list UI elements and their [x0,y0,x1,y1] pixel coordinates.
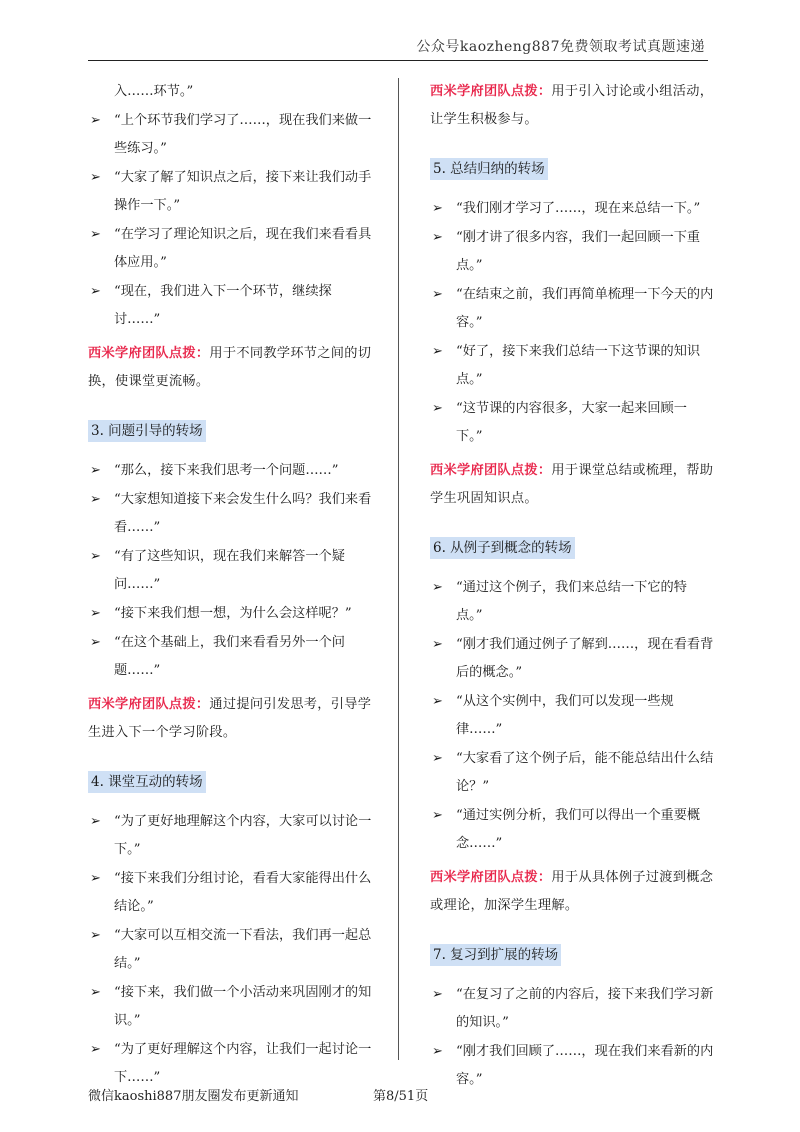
section-heading-5: 5. 总结归纳的转场 [430,158,548,180]
arrow-bullet-icon: ➢ [90,284,101,299]
tip-label: 西米学府团队点拨： [430,870,552,885]
list-item-line: “接下来我们想一想，为什么会这样呢？” [114,606,352,621]
list-item-line: “刚才我们通过例子了解到……，现在看看背 [456,637,714,652]
list-item-line: “有了这些知识，现在我们来解答一个疑 [114,549,345,564]
list-item [88,164,384,220]
arrow-bullet-icon: ➢ [432,987,443,1002]
list-item-line: 下……” [114,1070,161,1085]
list-item-line: “接下来，我们做一个小活动来巩固刚才的知 [114,985,372,1000]
tip-text: 用于从具体例子过渡到概念或理论，加深学生理解。 [430,870,714,913]
list-item-line: “大家了解了知识点之后，接下来让我们动手 [114,170,372,185]
arrow-bullet-icon: ➢ [90,113,101,128]
arrow-bullet-icon: ➢ [432,401,443,416]
arrow-bullet-icon: ➢ [432,808,443,823]
list-item [430,631,720,687]
list-item-line: 容。” [456,315,483,330]
list-item [88,629,384,685]
list-item-line: “好了，接下来我们总结一下这节课的知识 [456,344,701,359]
right-column [430,78,720,1095]
list-item [430,281,720,337]
tip-text: 用于不同教学环节之间的切换，使课堂更流畅。 [88,346,372,389]
list-item-line: “现在，我们进入下一个环节，继续探 [114,284,332,299]
list-item-line: “接下来我们分组讨论，看看大家能得出什么 [114,871,372,886]
list-item [88,922,384,978]
list-item-line: 律……” [456,722,503,737]
list-item [430,195,720,223]
list-item-line: 些练习。” [114,141,167,156]
arrow-bullet-icon: ➢ [432,230,443,245]
arrow-bullet-icon: ➢ [90,871,101,886]
list-item-line: “从这个实例中，我们可以发现一些规 [456,694,674,709]
section-heading-4: 4. 课堂互动的转场 [88,771,206,793]
list-item [88,808,384,864]
list-item [430,745,720,801]
list-item-line: “大家可以互相交流一下看法，我们再一起总 [114,928,372,943]
list-item-line: 讨……” [114,312,161,327]
list-item [88,865,384,921]
arrow-bullet-icon: ➢ [90,227,101,242]
list-item [430,1038,720,1094]
list-item-line: “我们刚才学习了……，现在来总结一下。” [456,201,701,216]
column-divider [398,78,399,1060]
arrow-bullet-icon: ➢ [432,751,443,766]
list-item-line: “那么，接下来我们思考一个问题……” [114,463,339,478]
arrow-bullet-icon: ➢ [90,635,101,650]
section2-list [88,107,384,334]
header-rule [88,60,708,61]
list-item-line: 结论。” [114,899,154,914]
list-item-continuation: 入……环节。” [114,84,194,99]
section-heading-7: 7. 复习到扩展的转场 [430,944,561,966]
list-item [430,981,720,1037]
arrow-bullet-icon: ➢ [90,928,101,943]
section-heading-6: 6. 从例子到概念的转场 [430,537,575,559]
section-heading-3: 3. 问题引导的转场 [88,420,206,442]
list-item-line: 操作一下。” [114,198,181,213]
arrow-bullet-icon: ➢ [90,463,101,478]
list-item-line: 点。” [456,608,483,623]
arrow-bullet-icon: ➢ [90,170,101,185]
list-item-line: 题……” [114,663,161,678]
list-item-line: “大家看了这个例子后，能不能总结出什么结 [456,751,714,766]
list-item-line: “在学习了理论知识之后，现在我们来看看具 [114,227,372,242]
arrow-bullet-icon: ➢ [432,694,443,709]
list-item-line: “通过实例分析，我们可以得出一个重要概 [456,808,701,823]
list-item [88,600,384,628]
arrow-bullet-icon: ➢ [90,492,101,507]
left-column [88,78,384,1093]
list-item-line: 结。” [114,956,141,971]
list-item-line: 的知识。” [456,1015,509,1030]
list-item [88,486,384,542]
tip-note [88,691,384,747]
tip-label: 西米学府团队点拨： [88,697,210,712]
tip-note [430,78,720,134]
tip-label: 西米学府团队点拨： [430,84,552,99]
list-item-line: “通过这个例子，我们来总结一下它的特 [456,580,687,595]
list-item-line: “为了更好地理解这个内容，大家可以讨论一 [114,814,372,829]
tip-label: 西米学府团队点拨： [88,346,210,361]
list-item [430,802,720,858]
arrow-bullet-icon: ➢ [432,1044,443,1059]
arrow-bullet-icon: ➢ [432,580,443,595]
list-item [430,338,720,394]
list-item-line: “上个环节我们学习了……，现在我们来做一 [114,113,372,128]
list-item-line: “在复习了之前的内容后，接下来我们学习新 [456,987,714,1002]
tip-note [88,340,384,396]
list-item-line: 下。” [456,429,483,444]
list-item-line: 体应用。” [114,255,167,270]
tip-text: 通过提问引发思考，引导学生进入下一个学习阶段。 [88,697,372,740]
arrow-bullet-icon: ➢ [90,814,101,829]
page-header: 公众号kaozheng887免费领取考试真题速递 [416,39,705,55]
page-number: 第8/51页 [373,1089,429,1104]
section5-list [430,195,720,451]
list-item-line: “大家想知道接下来会发生什么吗？我们来看 [114,492,372,507]
section7-list [430,981,720,1094]
list-item-line: 点。” [456,372,483,387]
footer-notice: 微信kaoshi887朋友圈发布更新通知 [88,1089,299,1104]
list-item-line: “这节课的内容很多，大家一起来回顾一 [456,401,687,416]
arrow-bullet-icon: ➢ [432,287,443,302]
section6-list [430,574,720,858]
arrow-bullet-icon: ➢ [90,985,101,1000]
list-item [88,1036,384,1092]
list-item-line: 论？” [456,779,490,794]
list-item-line: “为了更好理解这个内容，让我们一起讨论一 [114,1042,372,1057]
tip-note [430,457,720,513]
list-item-line: 识。” [114,1013,141,1028]
arrow-bullet-icon: ➢ [90,549,101,564]
list-item [88,107,384,163]
tip-label: 西米学府团队点拨： [430,463,552,478]
list-item [88,457,384,485]
tip-text: 用于课堂总结或梳理，帮助学生巩固知识点。 [430,463,714,506]
list-item-line: “刚才我们回顾了……，现在我们来看新的内 [456,1044,714,1059]
list-item-line: 容。” [456,1072,483,1087]
section4-list [88,808,384,1092]
arrow-bullet-icon: ➢ [90,606,101,621]
list-item [88,221,384,277]
list-item-line: 问……” [114,577,161,592]
list-item [430,395,720,451]
list-item-line: “在结束之前，我们再简单梳理一下今天的内 [456,287,714,302]
tip-text: 用于引入讨论或小组活动，让学生积极参与。 [430,84,714,127]
tip-note [430,864,720,920]
list-item [88,979,384,1035]
list-item-line: 后的概念。” [456,665,523,680]
list-item-line: 下。” [114,842,141,857]
arrow-bullet-icon: ➢ [432,344,443,359]
list-item-line: 念……” [456,836,503,851]
arrow-bullet-icon: ➢ [432,201,443,216]
list-item-line: “在这个基础上，我们来看看另外一个问 [114,635,345,650]
section3-list [88,457,384,685]
list-item [430,224,720,280]
list-item-line: 看……” [114,520,161,535]
list-item-line: “刚才讲了很多内容，我们一起回顾一下重 [456,230,701,245]
list-item [430,574,720,630]
arrow-bullet-icon: ➢ [432,637,443,652]
list-item-line: 点。” [456,258,483,273]
list-item [430,688,720,744]
arrow-bullet-icon: ➢ [90,1042,101,1057]
list-item [88,278,384,334]
list-item [88,543,384,599]
